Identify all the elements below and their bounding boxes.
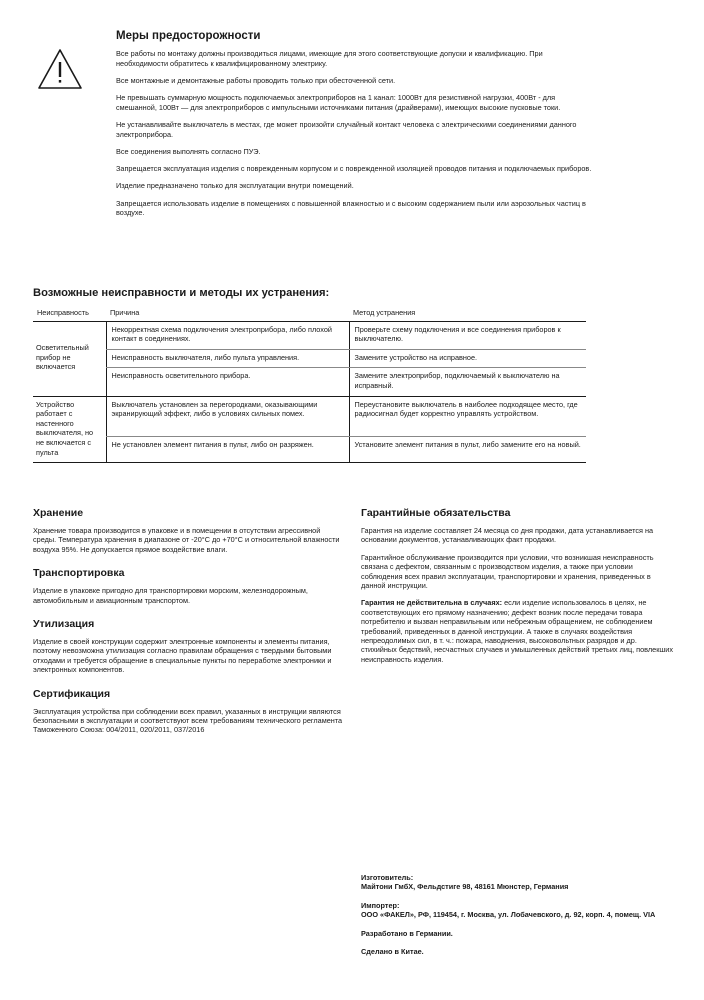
manufacturer-block: [361, 873, 661, 892]
warranty-exclusions: [361, 598, 673, 664]
cause-cell: Не установлен элемент питания в пульт, либо он разряжен.: [106, 436, 349, 462]
table-row: [33, 349, 586, 368]
precaution-item: Изделие предназначено только для эксплуатации внутри помещений.: [116, 181, 354, 191]
warranty-title: Гарантийные обязательства: [361, 507, 511, 519]
storage-title: Хранение: [33, 507, 84, 519]
made-in: Сделано в Китае.: [361, 947, 424, 957]
certification-title: Сертификация: [33, 687, 111, 700]
troubleshooting-title: Возможные неисправности и методы их устранения:: [33, 287, 330, 299]
troubleshooting-section: [33, 287, 586, 463]
table-row: [33, 368, 586, 396]
developed-in: Разработано в Германии.: [361, 928, 453, 938]
disposal-section: [33, 618, 345, 675]
transport-section: [33, 567, 345, 605]
fix-cell: Замените устройство на исправное.: [349, 349, 586, 368]
warning-triangle-icon: [37, 48, 83, 90]
cause-cell: Некорректная схема подключения электроприбора, либо плохой контакт в соединениях.: [106, 321, 349, 349]
column-header: Причина: [106, 305, 349, 321]
column-header: Неисправность: [33, 305, 106, 321]
precaution-item: Все работы по монтажу должны производиться лицами, имеющие для этого соответствующие допуски и квалификацию. При необходимости обратитесь к квалифицированному электрику.: [116, 49, 543, 68]
importer-label: Импортер:: [361, 900, 400, 910]
storage-text: Хранение товара производится в упаковке и в помещении в отсутствии агрессивной среды. Температура хранения в диапазоне от -20°С до +70°С и относительной влажности воздуха 95%. Не допускается прямое воздействие влаги.: [33, 526, 340, 554]
manufacturer-value: Майтони ГмбХ, Фельдстиге 98, 48161 Мюнстер, Германия: [361, 882, 569, 892]
disposal-title: Утилизация: [33, 618, 95, 631]
fix-cell: Проверьте схему подключения и все соединения приборов к выключателю.: [349, 321, 586, 349]
cause-cell: Неисправность выключателя, либо пульта управления.: [106, 349, 349, 368]
importer-value: ООО «ФАКЕЛ», РФ, 119454, г. Москва, ул. Лобачевского, д. 92, корп. 4, помещ. VIA: [361, 910, 656, 920]
precaution-item: Не превышать суммарную мощность подключаемых электроприборов на 1 канал: 1000Вт для резистивной нагрузки, 400Вт - для смешанной, 100Вт — для электроприборов с импульсными источниками питания (драйверами), имеющих высокие пусковые токи.: [116, 93, 561, 112]
precautions-section: [116, 30, 594, 226]
troubleshooting-table: [33, 305, 586, 463]
warranty-section: [361, 507, 673, 664]
column-header: Метод устранения: [349, 305, 586, 321]
certification-text: Эксплуатация устройства при соблюдении всех правил, указанных в инструкции являются безопасными в эксплуатации и соответствуют всем требованиям технического регламента Таможенного Союза: 004/2011, 020/2011, 037/2016: [33, 706, 343, 735]
cause-cell: Выключатель установлен за перегородками, оказывающими экранирующий эффект, либо в условиях сильных помех.: [106, 396, 349, 436]
fix-cell: Установите элемент питания в пульт, либо замените его на новый.: [349, 436, 586, 462]
symptom-cell: Устройство работает с настенного выключателя, но не включается с пульта: [33, 396, 106, 463]
warranty-text: Гарантия на изделие составляет 24 месяца со дня продажи, дата устанавливается на основании документов, устанавливающих факт продажи.: [361, 526, 654, 545]
precaution-item: Не устанавливайте выключатель в местах, где может произойти случайный контакт человека с электрическими соединениями данного электроприбора.: [116, 120, 577, 139]
storage-section: [33, 507, 345, 554]
table-row: [33, 436, 586, 462]
certification-section: [33, 688, 345, 735]
warranty-text: Гарантийное обслуживание производится при условии, что возникшая неисправность связана с дефектом, связанным с производством изделия, а также при условии соблюдения всех правил эксплуатации, транспортировки и хранения, приведенных в данной инструкции.: [361, 552, 654, 591]
manufacturer-label: Изготовитель:: [361, 873, 414, 882]
precautions-title: Меры предосторожности: [116, 30, 261, 42]
manufacturer-info: [361, 873, 661, 965]
right-column: [361, 507, 673, 672]
cause-cell: Неисправность осветительного прибора.: [106, 368, 349, 396]
left-column: [33, 507, 345, 748]
table-row: [33, 396, 586, 436]
warranty-exclusions-text: если изделие использовалось в целях, не соответствующих его прямому назначению; дефект возник после передачи товара потребителю и вызван неправильным или небрежным обращением, не соблюдением требований, приведенных в данной инструкции. А также в случаях воздействия непреодолимых сил, в т. ч.: пожара, наводнения, высоковольтных разрядов и др. стихийных бедствий, несчастных случаев и умышленных действий третьих лиц, повлекших неисправность изделия.: [361, 598, 673, 664]
precaution-item: Все соединения выполнять согласно ПУЭ.: [116, 146, 261, 156]
transport-text: Изделие в упаковке пригодно для транспортировки морским, железнодорожным, автомобильным и авиационным транспортом.: [33, 586, 308, 605]
symptom-cell: Осветительный прибор не включается: [33, 321, 106, 396]
precaution-item: Запрещается использовать изделие в помещениях с повышенной влажностью и с высоким содержанием пыли или аэрозольных частиц в воздухе.: [116, 198, 586, 218]
importer-block: [361, 901, 661, 920]
table-row: [33, 321, 586, 349]
disposal-text: Изделие в своей конструкции содержит электронные компоненты и элементы питания, поэтому невозможна утилизация согласно правилам обращения с твердыми бытовыми отходами и требуется обращение в специальные пункты по переработке электроники и электронных компонентов.: [33, 637, 332, 675]
fix-cell: Переустановите выключатель в наиболее подходящее место, где радиосигнал будет корректно управлять устройством.: [349, 396, 586, 436]
fix-cell: Замените электроприбор, подключаемый к выключателю на исправный.: [349, 368, 586, 396]
warranty-exclusions-label: Гарантия не действительна в случаях:: [361, 598, 503, 608]
table-header-row: [33, 305, 586, 321]
transport-title: Транспортировка: [33, 567, 125, 580]
precaution-item: Все монтажные и демонтажные работы проводить только при обесточенной сети.: [116, 75, 396, 85]
precaution-item: Запрещается эксплуатация изделия с поврежденным корпусом и с поврежденной изоляцией проводов питания и подключаемых приборов.: [116, 164, 592, 174]
